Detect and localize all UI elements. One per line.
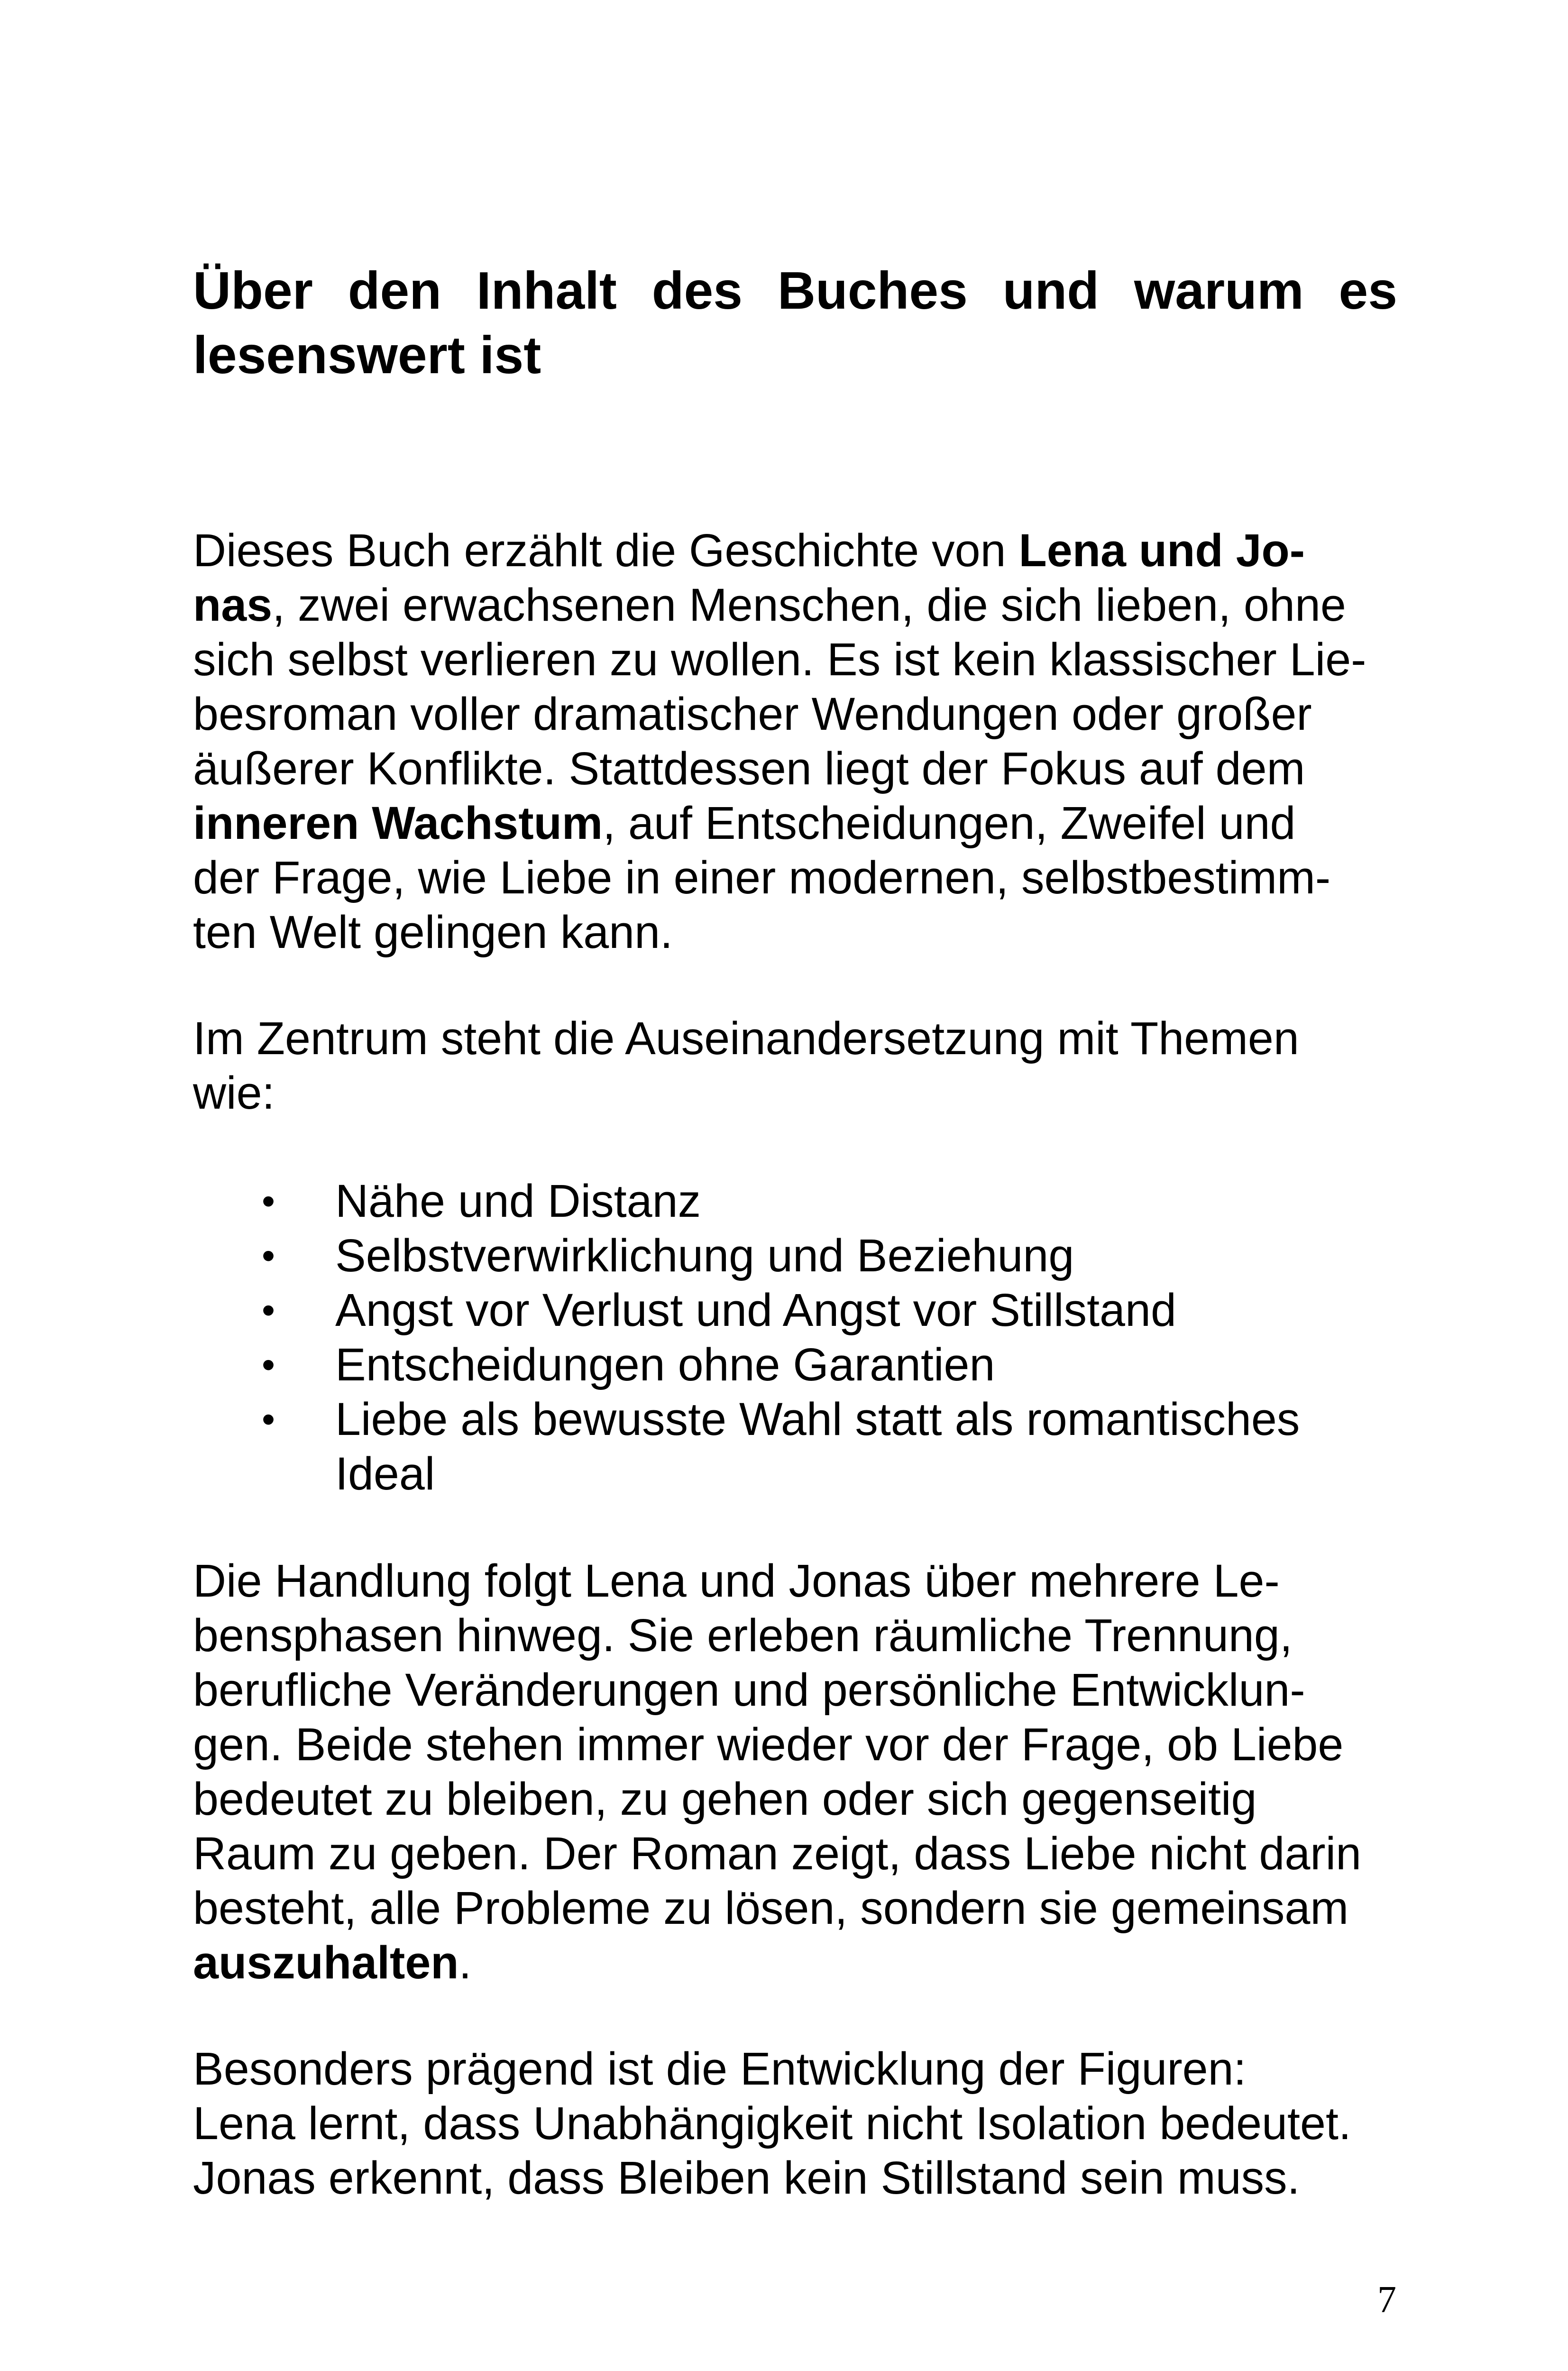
- text-line: Im Zentrum steht die Auseinandersetzung mit Themen: [193, 1012, 1299, 1064]
- paragraph-plot: [193, 1553, 1407, 1990]
- list-item: • Nähe und Distanz: [193, 1174, 1407, 1228]
- text-line: inneren Wachstum, auf Entscheidungen, Zweifel und: [193, 797, 1296, 849]
- text-line: bensphasen hinweg. Sie erleben räumliche Trennung,: [193, 1609, 1293, 1661]
- text-line: bedeutet zu bleiben, zu gehen oder sich gegenseitig: [193, 1773, 1257, 1825]
- list-item: • Liebe als bewusste Wahl statt als romantisches Ideal: [193, 1392, 1407, 1501]
- text-line: ten Welt gelingen kann.: [193, 906, 673, 958]
- heading-line-1: Über den Inhalt des Buches und warum es: [193, 261, 1397, 320]
- text-line: berufliche Veränderungen und persönliche Entwicklun-: [193, 1664, 1305, 1716]
- text-line: Jonas erkennt, dass Bleiben kein Stillstand sein muss.: [193, 2152, 1300, 2204]
- text-line: Die Handlung folgt Lena und Jonas über mehrere Le-: [193, 1555, 1280, 1607]
- text-line: äußerer Konflikte. Stattdessen liegt der Fokus auf dem: [193, 743, 1305, 794]
- heading-line-2: lesenswert ist: [193, 326, 541, 385]
- text-line: gen. Beide stehen immer wieder vor der Frage, ob Liebe: [193, 1719, 1344, 1770]
- text-line: der Frage, wie Liebe in einer modernen, selbstbestimm-: [193, 852, 1331, 903]
- list-item: • Angst vor Verlust und Angst vor Stillstand: [193, 1283, 1407, 1337]
- text-line: Besonders prägend ist die Entwicklung der Figuren:: [193, 2043, 1247, 2095]
- bullet-icon: •: [262, 1398, 275, 1440]
- paragraph-themes-intro: [193, 1011, 1407, 1120]
- bullet-icon: •: [262, 1234, 275, 1277]
- text-line: besroman voller dramatischer Wendungen oder großer: [193, 688, 1312, 740]
- text-line: Dieses Buch erzählt die Geschichte von Lena und Jo-: [193, 524, 1305, 576]
- text-line: nas, zwei erwachsenen Menschen, die sich lieben, ohne: [193, 579, 1346, 631]
- paragraph-characters: [193, 2041, 1407, 2205]
- text-line: sich selbst verlieren zu wollen. Es ist kein klassischer Lie-: [193, 634, 1366, 685]
- bullet-icon: •: [262, 1180, 275, 1222]
- list-item: • Selbstverwirklichung und Beziehung: [193, 1228, 1407, 1283]
- bullet-icon: •: [262, 1343, 275, 1386]
- paragraph-intro: [193, 523, 1407, 959]
- chapter-heading: [193, 258, 1397, 387]
- text-line: besteht, alle Probleme zu lösen, sondern sie gemeinsam: [193, 1882, 1349, 1934]
- text-line: Raum zu geben. Der Roman zeigt, dass Liebe nicht darin: [193, 1828, 1362, 1879]
- text-line: wie:: [193, 1067, 275, 1119]
- list-item: • Entscheidungen ohne Garantien: [193, 1337, 1407, 1392]
- text-line: auszuhalten.: [193, 1937, 472, 1988]
- page-number: 7: [1377, 2279, 1396, 2321]
- bullet-icon: •: [262, 1289, 275, 1331]
- text-line: Lena lernt, dass Unabhängigkeit nicht Isolation bedeutet.: [193, 2097, 1351, 2149]
- themes-list: [193, 1174, 1407, 1501]
